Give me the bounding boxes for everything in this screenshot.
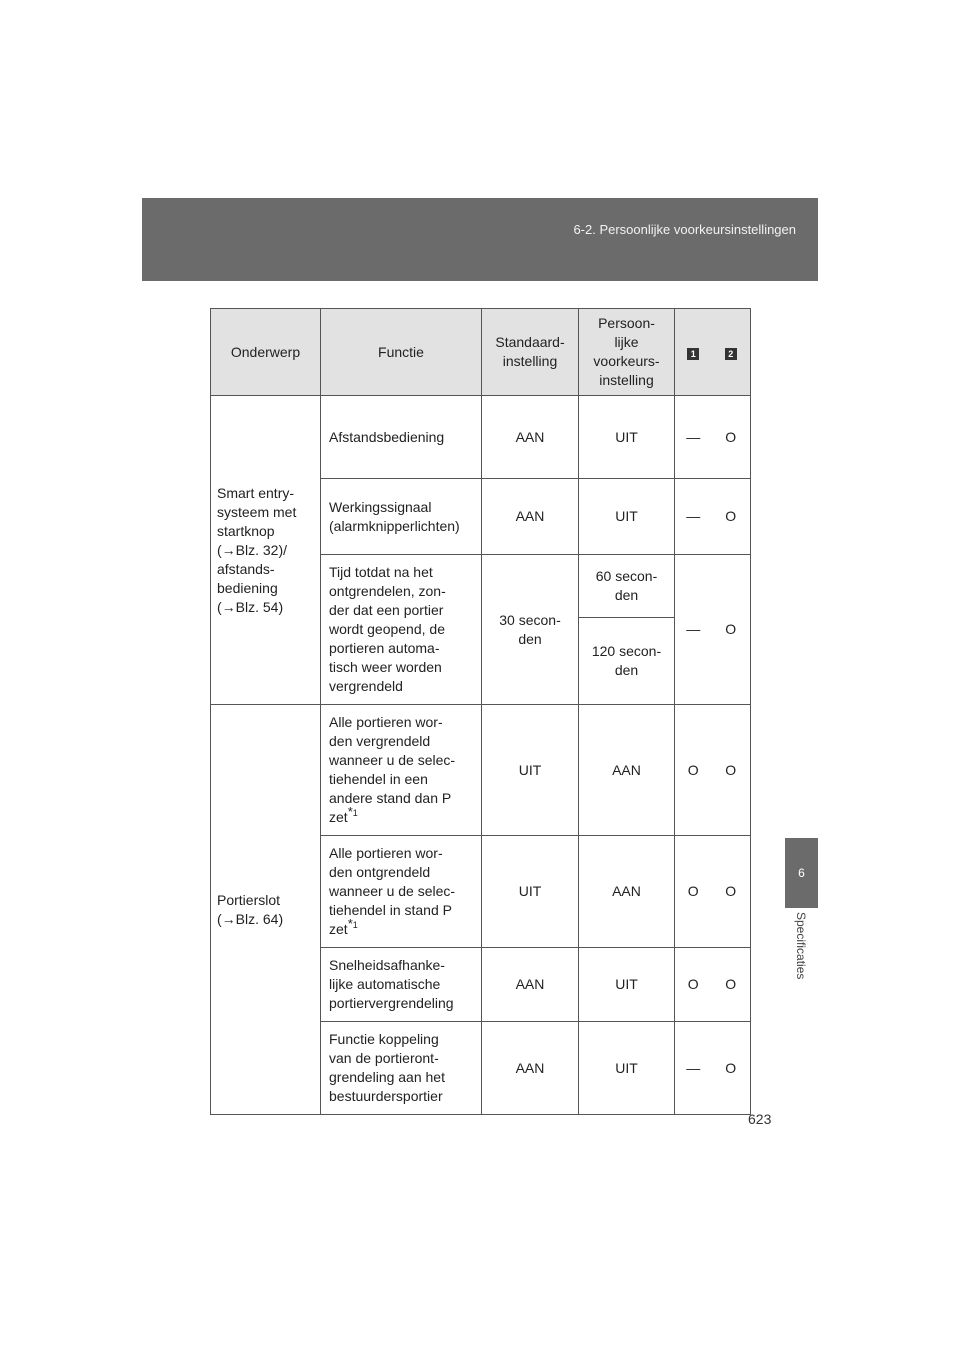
function-text: Alle portieren wor- den ontgrendeld wanneer u de selec- tiehendel in stand P zet xyxy=(329,845,456,937)
function-cell xyxy=(321,836,482,948)
footnote-number: 1 xyxy=(352,808,358,819)
model-2-cell: O xyxy=(712,705,751,836)
model-2-cell: O xyxy=(712,948,751,1022)
personal-cell: AAN xyxy=(579,836,675,948)
section-title: 6-2. Persoonlijke voorkeursinstellingen xyxy=(573,222,796,237)
function-cell: Functie koppeling van de portieront- grendeling aan het bestuurdersportier xyxy=(321,1022,482,1115)
footnote-star: * xyxy=(347,804,353,820)
table-row xyxy=(211,396,751,479)
default-cell: UIT xyxy=(482,836,579,948)
model-1-cell: O xyxy=(675,705,712,836)
header-default: Standaard- instelling xyxy=(482,309,579,396)
personal-cell: 60 secon- den xyxy=(579,555,675,618)
function-cell: Snelheidsafhanke- lijke automatische portiervergrendeling xyxy=(321,948,482,1022)
personal-cell: AAN xyxy=(579,705,675,836)
model-1-cell: O xyxy=(675,948,712,1022)
function-cell: Afstandsbediening xyxy=(321,396,482,479)
model-1-cell: — xyxy=(675,479,712,555)
subject-smart-entry: Smart entry- systeem met startknop (→Blz. 32)/ afstands- bediening (→Blz. 54) xyxy=(211,396,321,705)
model-2-cell: O xyxy=(712,1022,751,1115)
chapter-tab: 6 xyxy=(785,838,818,908)
default-cell: UIT xyxy=(482,705,579,836)
footnote-number: 1 xyxy=(352,920,358,931)
personal-cell: UIT xyxy=(579,1022,675,1115)
function-text: Alle portieren wor- den vergrendeld wanneer u de selec- tiehendel in een andere stand dan P zet xyxy=(329,714,456,825)
function-cell: Tijd totdat na het ontgrendelen, zon- der dat een portier wordt geopend, de portieren automa- tisch weer worden vergrendeld xyxy=(321,555,482,705)
model-1-cell: O xyxy=(675,836,712,948)
model-2-badge: 2 xyxy=(725,348,737,360)
model-1-cell: — xyxy=(675,396,712,479)
header-function: Functie xyxy=(321,309,482,396)
default-cell: AAN xyxy=(482,1022,579,1115)
function-cell xyxy=(321,705,482,836)
header-model-1 xyxy=(675,309,712,396)
header-personal: Persoon- lijke voorkeurs- instelling xyxy=(579,309,675,396)
table-header-row xyxy=(211,309,751,396)
subject-door-lock: Portierslot (→Blz. 64) xyxy=(211,705,321,1115)
model-2-cell: O xyxy=(712,479,751,555)
chapter-label: Specificaties xyxy=(794,912,808,980)
header-band xyxy=(142,198,818,281)
model-1-cell: — xyxy=(675,555,712,705)
model-2-cell: O xyxy=(712,836,751,948)
personal-cell: UIT xyxy=(579,948,675,1022)
default-cell: AAN xyxy=(482,396,579,479)
personal-cell: UIT xyxy=(579,479,675,555)
default-cell: AAN xyxy=(482,479,579,555)
page-number: 623 xyxy=(748,1111,772,1127)
default-cell: 30 secon- den xyxy=(482,555,579,705)
function-cell: Werkingssignaal (alarmknipperlichten) xyxy=(321,479,482,555)
header-subject: Onderwerp xyxy=(211,309,321,396)
default-cell: AAN xyxy=(482,948,579,1022)
settings-table xyxy=(210,308,751,1115)
personal-cell: 120 secon- den xyxy=(579,618,675,705)
personal-cell: UIT xyxy=(579,396,675,479)
model-1-cell: — xyxy=(675,1022,712,1115)
footnote-star: * xyxy=(347,916,353,932)
header-model-2 xyxy=(712,309,751,396)
model-2-cell: O xyxy=(712,396,751,479)
model-1-badge: 1 xyxy=(687,348,699,360)
table-row xyxy=(211,705,751,836)
model-2-cell: O xyxy=(712,555,751,705)
